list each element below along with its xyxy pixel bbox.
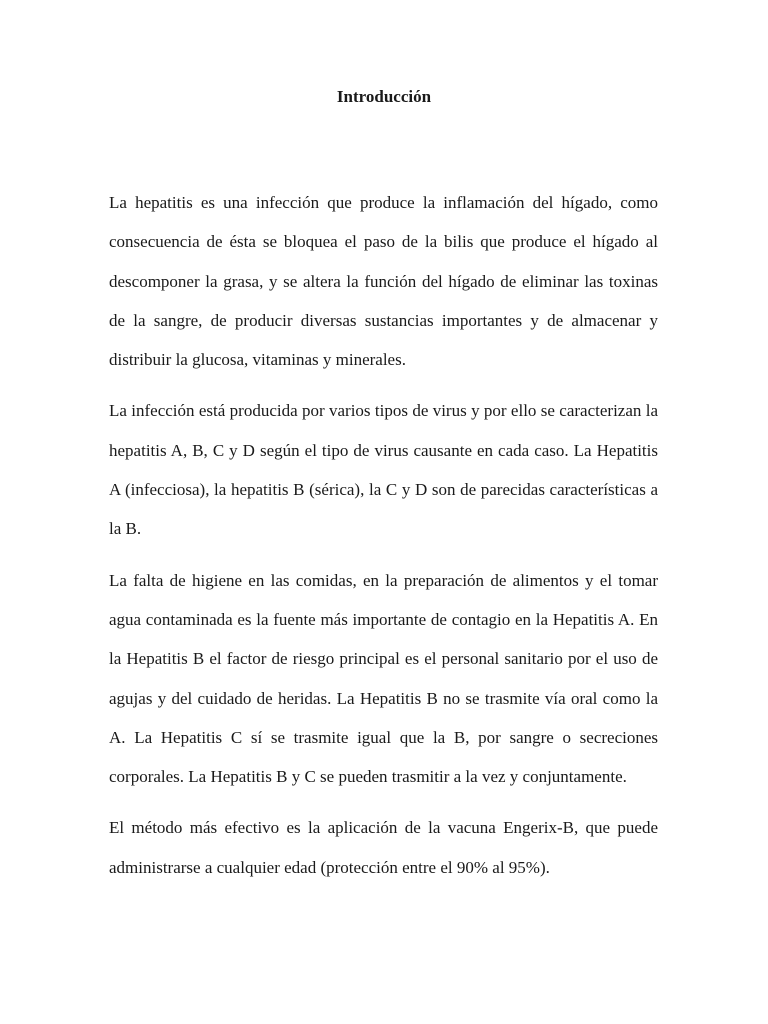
document-body xyxy=(109,183,658,899)
paragraph-1: La hepatitis es una infección que produce la inflamación del hígado, como consecuencia de ésta se bloquea el paso de la bilis que produce el hígado al descomponer la grasa, y se altera la función del hígado de eliminar las toxinas de la sangre, de producir diversas sustancias importantes y de almacenar y distribuir la glucosa, vitaminas y minerales. xyxy=(109,193,658,370)
page-title: Introducción xyxy=(336,87,432,106)
paragraph-4: El método más efectivo es la aplicación de la vacuna Engerix-B, que puede administrarse a cualquier edad (protección entre el 90% al 95%). xyxy=(109,818,658,877)
paragraph-3: La falta de higiene en las comidas, en la preparación de alimentos y el tomar agua contaminada es la fuente más importante de contagio en la Hepatitis A. En la Hepatitis B el factor de riesgo principal es el personal sanitario por el uso de agujas y del cuidado de heridas. La Hepatitis B no se trasmite vía oral como la A. La Hepatitis C sí se trasmite igual que la B, por sangre o secreciones corporales. La Hepatitis B y C se pueden trasmitir a la vez y conjuntamente. xyxy=(109,570,658,787)
paragraph-2: La infección está producida por varios tipos de virus y por ello se caracterizan la hepatitis A, B, C y D según el tipo de virus causante en cada caso. La Hepatitis A (infecciosa), la hepatitis B (sérica), la C y D son de parecidas características a la B. xyxy=(109,401,658,539)
